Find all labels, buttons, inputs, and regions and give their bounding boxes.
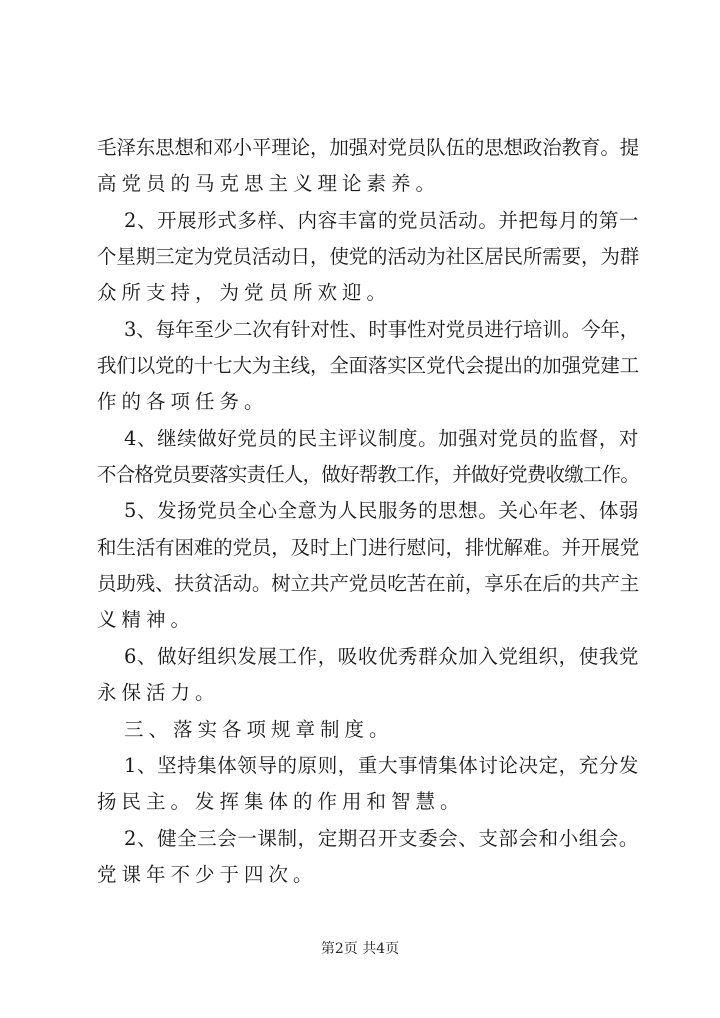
text-line-content: 3、每年至少二次有针对性、时事性对党员进行培训。今年， — [124, 317, 640, 341]
body-text — [97, 130, 639, 893]
text-line-content: 高党员的马克思主义理论素养。 — [97, 172, 441, 196]
text-line — [97, 639, 639, 675]
text-line-content: 员助残、扶贫活动。树立共产党员吃苦在前，享乐在后的共产主 — [97, 572, 640, 596]
text-line-content: 扬民主。发挥集体的作用和智慧。 — [97, 790, 465, 814]
text-line-content: 三、落实各项规章制度。 — [124, 717, 394, 741]
text-line — [97, 130, 639, 166]
text-line-content: 义精神。 — [97, 608, 196, 632]
text-line — [97, 275, 639, 311]
paragraph — [97, 421, 639, 494]
text-line-content: 和生活有困难的党员，及时上门进行慰问，排忧解难。并开展党 — [97, 535, 640, 559]
paragraph — [97, 748, 639, 821]
text-line — [97, 566, 639, 602]
paragraph — [97, 639, 639, 712]
text-line — [97, 857, 639, 893]
paragraph — [97, 203, 639, 312]
text-line — [97, 748, 639, 784]
paragraph — [97, 712, 639, 748]
text-line — [97, 493, 639, 529]
text-line — [97, 712, 639, 748]
text-line — [97, 348, 639, 384]
text-line — [97, 203, 639, 239]
text-line-content: 6、做好组织发展工作，吸收优秀群众加入党组织，使我党 — [124, 644, 639, 668]
text-line-content: 5、发扬党员全心全意为人民服务的思想。关心年老、体弱 — [124, 499, 639, 523]
text-line-content: 众所支持，为党员所欢迎。 — [97, 281, 392, 305]
text-line-content: 党课年不少于四次。 — [97, 862, 318, 886]
text-line — [97, 457, 639, 493]
text-line-content: 作的各项任务。 — [97, 390, 269, 414]
text-line-content: 1、坚持集体领导的原则，重大事情集体讨论决定，充分发 — [124, 753, 639, 777]
text-line-content: 不合格党员要落实责任人，做好帮教工作，并做好党费收缴工作。 — [97, 463, 640, 487]
text-line-content: 2、开展形式多样、内容丰富的党员活动。并把每月的第一 — [124, 208, 639, 232]
text-line — [97, 239, 639, 275]
text-line-content: 4、继续做好党员的民主评议制度。加强对党员的监督，对 — [124, 426, 639, 450]
page-footer: 第2页 共4页 — [320, 941, 400, 957]
paragraph — [97, 493, 639, 638]
text-line — [97, 675, 639, 711]
text-line-content: 个星期三定为党员活动日，使党的活动为社区居民所需要，为群 — [97, 245, 640, 269]
text-line — [97, 530, 639, 566]
paragraph — [97, 130, 639, 203]
text-line-content: 2、健全三会一课制，定期召开支委会、支部会和小组会。 — [124, 826, 639, 850]
text-line-content: 毛泽东思想和邓小平理论，加强对党员队伍的思想政治教育。提 — [97, 136, 640, 159]
text-line — [97, 784, 639, 820]
paragraph — [97, 821, 639, 894]
text-line — [97, 312, 639, 348]
text-line — [97, 166, 639, 202]
text-line — [97, 821, 639, 857]
text-line-content: 永保活力。 — [97, 681, 220, 705]
text-line — [97, 602, 639, 638]
text-line-content: 我们以党的十七大为主线，全面落实区党代会提出的加强党建工 — [97, 354, 640, 378]
text-line — [97, 384, 639, 420]
paragraph — [97, 312, 639, 421]
text-line — [97, 421, 639, 457]
